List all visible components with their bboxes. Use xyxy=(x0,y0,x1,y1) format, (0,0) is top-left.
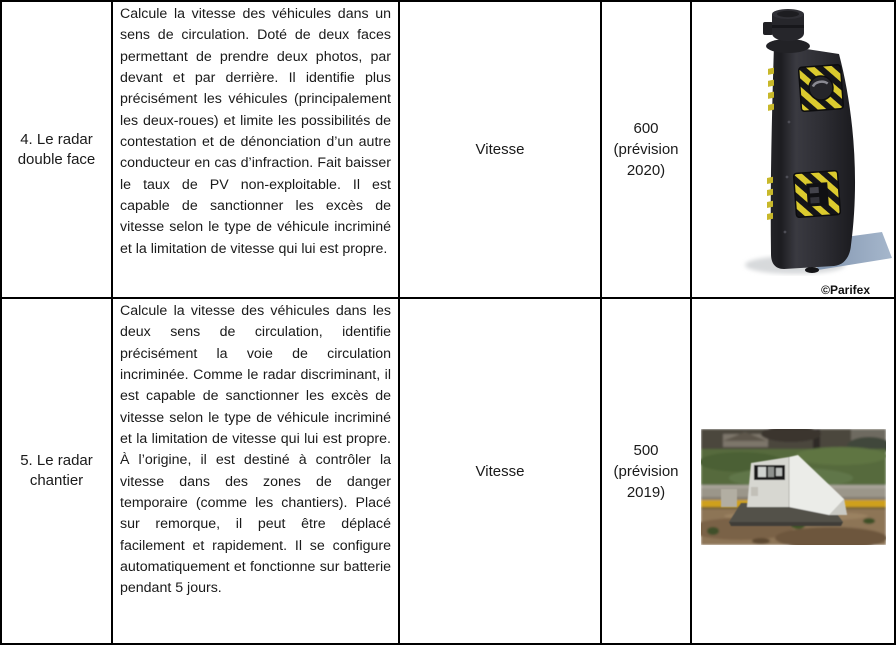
row2-name-cell xyxy=(2,299,113,643)
row2-description-cell xyxy=(113,299,400,643)
radar-double-face-pole-icon xyxy=(692,2,892,297)
radar-chantier-photo-icon xyxy=(701,429,886,545)
hazard-panel-lower xyxy=(794,171,841,218)
radar-type-label: Vitesse xyxy=(475,141,525,158)
row1-count-cell xyxy=(602,2,692,299)
camera-lens-icon xyxy=(808,75,834,101)
radar-description-text: Calcule la vitesse des véhicules dans un sens de circulation. Doté de deux faces permettant de prendre deux photos, par devant et par derrière. Il identifie plus précisément les véhicules (principalement les deux-roues) et limite les possibilités de contestation et de dénonciation d’un autre conducteur en cas d’infraction. Fait baisser le taux de PV non-exploitable. Il est capable de sanctionner les excès de vitesse selon le type de véhicule incriminé et la limitation de vitesse qui lui est propre. xyxy=(120,6,391,257)
pole-top-camera-cap xyxy=(763,9,810,53)
radar-description-text: Calcule la vitesse des véhicules dans les deux sens de circulation, identifie précisément la voie de circulation incriminée. Comme le radar discriminant, il est capable de sanctionner les excès de vitesse selon le type de véhicule incriminé et la limitation de vitesse qui lui est propre. À l’origine, il est destiné à contrôler la vitesse dans des zones de danger temporaire (comme les chantiers). Placé sur remorque, il peut être déplacé facilement et rapidement. Il se configure automatiquement et fonctionne sur batterie pendant 5 jours. xyxy=(120,303,391,597)
radar-count-label: 600 (prévision 2020) xyxy=(613,120,679,179)
screw-dot xyxy=(784,231,787,234)
radar-count-label: 500 (prévision 2019) xyxy=(613,441,679,501)
radar-front-face xyxy=(747,457,789,507)
row2-count-cell xyxy=(602,299,692,643)
radar-name-label: 5. Le radar chantier xyxy=(20,452,93,489)
screw-dot xyxy=(786,176,789,179)
screw-dot xyxy=(788,121,791,124)
base-foot xyxy=(805,267,819,273)
row2-photo-cell xyxy=(692,299,894,643)
row1-description-cell xyxy=(113,2,400,299)
flash-window-icon xyxy=(806,182,829,206)
row1-photo-cell xyxy=(692,2,894,299)
row2-type-cell xyxy=(400,299,602,643)
hazard-panel-upper xyxy=(799,65,844,112)
row1-name-cell xyxy=(2,2,113,299)
radar-type-label: Vitesse xyxy=(475,462,525,480)
photo-watermark: ©Parifex xyxy=(821,283,870,297)
radar-name-label: 4. Le radar double face xyxy=(17,130,96,168)
row1-type-cell xyxy=(400,2,602,299)
